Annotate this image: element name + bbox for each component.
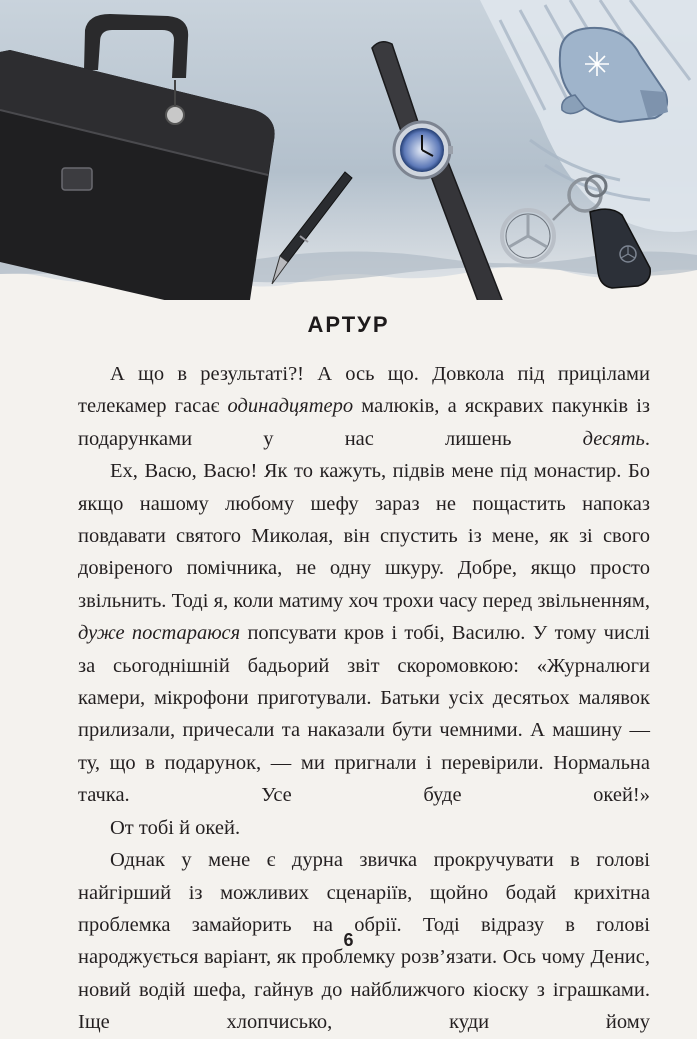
text-run: Однак у мене є дурна звичка прокручувати в голові найгірший із можливих сценаріїв, щойно бодай крихітна проблемка замайорить на обрії. Тоді відразу в голові народжується варіант, як проблемку розв’язати. Ось чому Денис, новий водій шефа, гайнув до найближчого кіоску з іграшками. Іще хлопчисько, куди йому (78, 849, 650, 1034)
paragraph (78, 358, 650, 455)
chapter-title: АРТУР (307, 312, 390, 337)
italic-text: десять (582, 427, 645, 450)
italic-text: одинадцятеро (227, 395, 354, 418)
text-run: . (644, 427, 650, 450)
text-run: Ех, Васю, Васю! Як то кажуть, підвів мене під монастир. Бо якщо нашому любому шефу зараз не пощастить напоказ повдавати святого Миколая, він спустить із мене, як зі свого довіреного помічника, не одну шкуру. Добре, якщо просто звільнить. Тоді я, коли матиму хоч трохи часу перед звільненням, (78, 460, 650, 612)
text-run: малюків, а яскравих пакунків із подарунками у нас лишень (78, 395, 650, 450)
paragraph (78, 455, 650, 811)
illustration-canvas (0, 0, 697, 300)
text-run: От тобі й окей. (110, 816, 241, 839)
italic-text: дуже постараюся (78, 622, 241, 645)
text-run: А що в результаті?! А ось що. Довкола під прицілами телекамер гасає (78, 363, 650, 418)
text-run: попсувати кров і тобі, Василю. У тому числі за сьогоднішній бадьорий звіт скоромовкою: «Журналюги камери, мікрофони приготували. Батьки усіх десятьох малявок прилизали, причесали та наказали бути чемними. А машину — ту, що в подарунок, — ми пригнали і перевірили. Нормальна тачка. Усе буде окей!» (78, 622, 650, 807)
header-illustration (0, 0, 697, 300)
paragraph (78, 812, 650, 844)
page-number: 6 (343, 930, 354, 950)
